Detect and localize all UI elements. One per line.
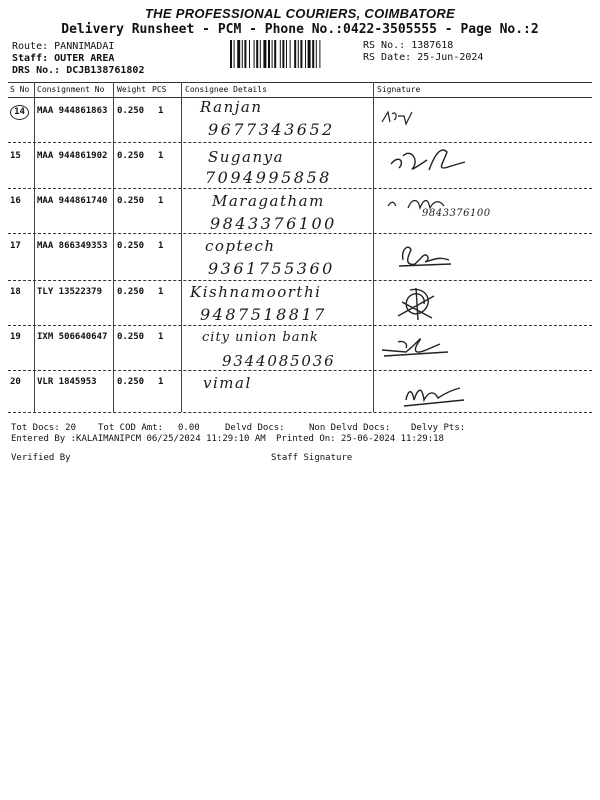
rs-no-label: RS No.:	[363, 40, 406, 51]
row-pcs: 1	[158, 332, 164, 342]
staff-signature-label: Staff Signature	[271, 453, 353, 463]
row-consignee-phone: 9344085036	[222, 352, 336, 370]
row-consignee-name: Suganya	[208, 148, 285, 166]
row-divider	[8, 142, 592, 143]
row-pcs: 1	[158, 241, 164, 251]
table-bottom-rule	[8, 412, 592, 413]
row-consignment: MAA 944861863	[37, 106, 108, 116]
barcode	[230, 40, 358, 68]
row-weight: 0.250	[117, 377, 145, 387]
staff-value: OUTER AREA	[54, 53, 115, 64]
drs-label: DRS No.:	[12, 65, 61, 76]
total-cod-label: Tot COD Amt:	[98, 423, 164, 433]
total-docs: Tot Docs: 20	[11, 423, 77, 433]
col-divider	[113, 82, 114, 412]
row-consignment: MAA 866349353	[37, 241, 108, 251]
rs-no-line	[363, 40, 453, 51]
signature-mark	[388, 282, 448, 324]
row-consignee-name: coptech	[205, 237, 276, 255]
row-consignment: IXM 506640647	[37, 332, 108, 342]
entered-by: Entered By :KALAIMANIPCM 06/25/2024 11:29:10 AM	[11, 434, 266, 444]
row-consignee-name: Ranjan	[200, 98, 263, 116]
row-sno: 17	[10, 241, 21, 251]
col-divider	[34, 82, 35, 412]
row-consignee-phone: 7094995858	[205, 168, 332, 187]
signature-mark	[393, 238, 463, 274]
col-header-signature: Signature	[377, 85, 421, 94]
rs-date-value: 25-Jun-2024	[417, 52, 484, 63]
signature-mark	[398, 376, 468, 412]
col-header-consignee: Consignee Details	[185, 85, 267, 94]
col-header-sno: S No	[10, 85, 30, 94]
row-sno: 19	[10, 332, 21, 342]
row-consignee-phone: 9677343652	[208, 120, 335, 139]
row-divider	[8, 233, 592, 234]
row-weight: 0.250	[117, 196, 145, 206]
route-label: Route:	[12, 41, 49, 52]
col-header-pcs: PCS	[152, 85, 167, 94]
row-sno: 20	[10, 377, 21, 387]
signature-mark	[378, 330, 458, 362]
row-consignee-name: Kishnamoorthi	[190, 283, 322, 301]
rs-date-label: RS Date:	[363, 52, 412, 63]
delivered-docs: Delvd Docs:	[225, 423, 285, 433]
row-sno: 18	[10, 287, 21, 297]
row-consignment: TLY 13522379	[37, 287, 103, 297]
signature-mark	[385, 142, 475, 182]
row-divider	[8, 370, 592, 371]
staff-label: Staff:	[12, 53, 49, 64]
row-weight: 0.250	[117, 151, 145, 161]
col-divider	[181, 82, 182, 412]
rs-date-line	[363, 52, 483, 63]
row-pcs: 1	[158, 287, 164, 297]
table-top-rule	[8, 82, 592, 83]
row-consignee-phone: 9843376100	[210, 214, 337, 233]
delivery-points: Delvy Pts:	[411, 423, 466, 433]
row-pcs: 1	[158, 196, 164, 206]
row-pcs: 1	[158, 377, 164, 387]
row-consignee-name: vimal	[203, 374, 252, 392]
row-pcs: 1	[158, 106, 164, 116]
row-consignee-phone: 9487518817	[200, 305, 327, 324]
row-consignment: MAA 944861740	[37, 196, 108, 206]
signature-phone-note: 9843376100	[422, 208, 491, 219]
row-weight: 0.250	[117, 287, 145, 297]
row-consignee-name: Maragatham	[212, 192, 325, 210]
header-bottom-rule	[8, 97, 592, 98]
row-consignment: MAA 944861902	[37, 151, 108, 161]
row-weight: 0.250	[117, 241, 145, 251]
drs-value: DCJB138761802	[66, 65, 145, 76]
rs-no-value: 1387618	[411, 40, 454, 51]
row-consignee-phone: 9361755360	[208, 259, 335, 278]
signature-mark	[378, 104, 418, 130]
row-divider	[8, 325, 592, 326]
staff-line	[12, 53, 114, 64]
row-sno: 15	[10, 151, 21, 161]
verified-by-label: Verified By	[11, 453, 71, 463]
route-value: PANNIMADAI	[54, 41, 115, 52]
row-consignment: VLR 1845953	[37, 377, 97, 387]
row-sno: 16	[10, 196, 21, 206]
col-divider	[373, 82, 374, 412]
row-weight: 0.250	[117, 332, 145, 342]
row-sno: 14	[10, 105, 29, 120]
col-header-consignment: Consignment No	[37, 85, 105, 94]
company-name: THE PROFESSIONAL COURIERS, COIMBATORE	[144, 6, 456, 21]
total-cod-value: 0.00	[178, 423, 200, 433]
printed-on: Printed On: 25-06-2024 11:29:18	[276, 434, 444, 444]
non-delivered-docs: Non Delvd Docs:	[309, 423, 391, 433]
row-consignee-name: city union bank	[202, 330, 319, 345]
row-weight: 0.250	[117, 106, 145, 116]
row-divider	[8, 188, 592, 189]
drs-line	[12, 65, 144, 76]
row-pcs: 1	[158, 151, 164, 161]
row-divider	[8, 280, 592, 281]
runsheet-title: Delivery Runsheet - PCM - Phone No.:0422-3505555 - Page No.:2	[61, 22, 539, 37]
col-header-weight: Weight	[117, 85, 146, 94]
route-line	[12, 41, 114, 52]
